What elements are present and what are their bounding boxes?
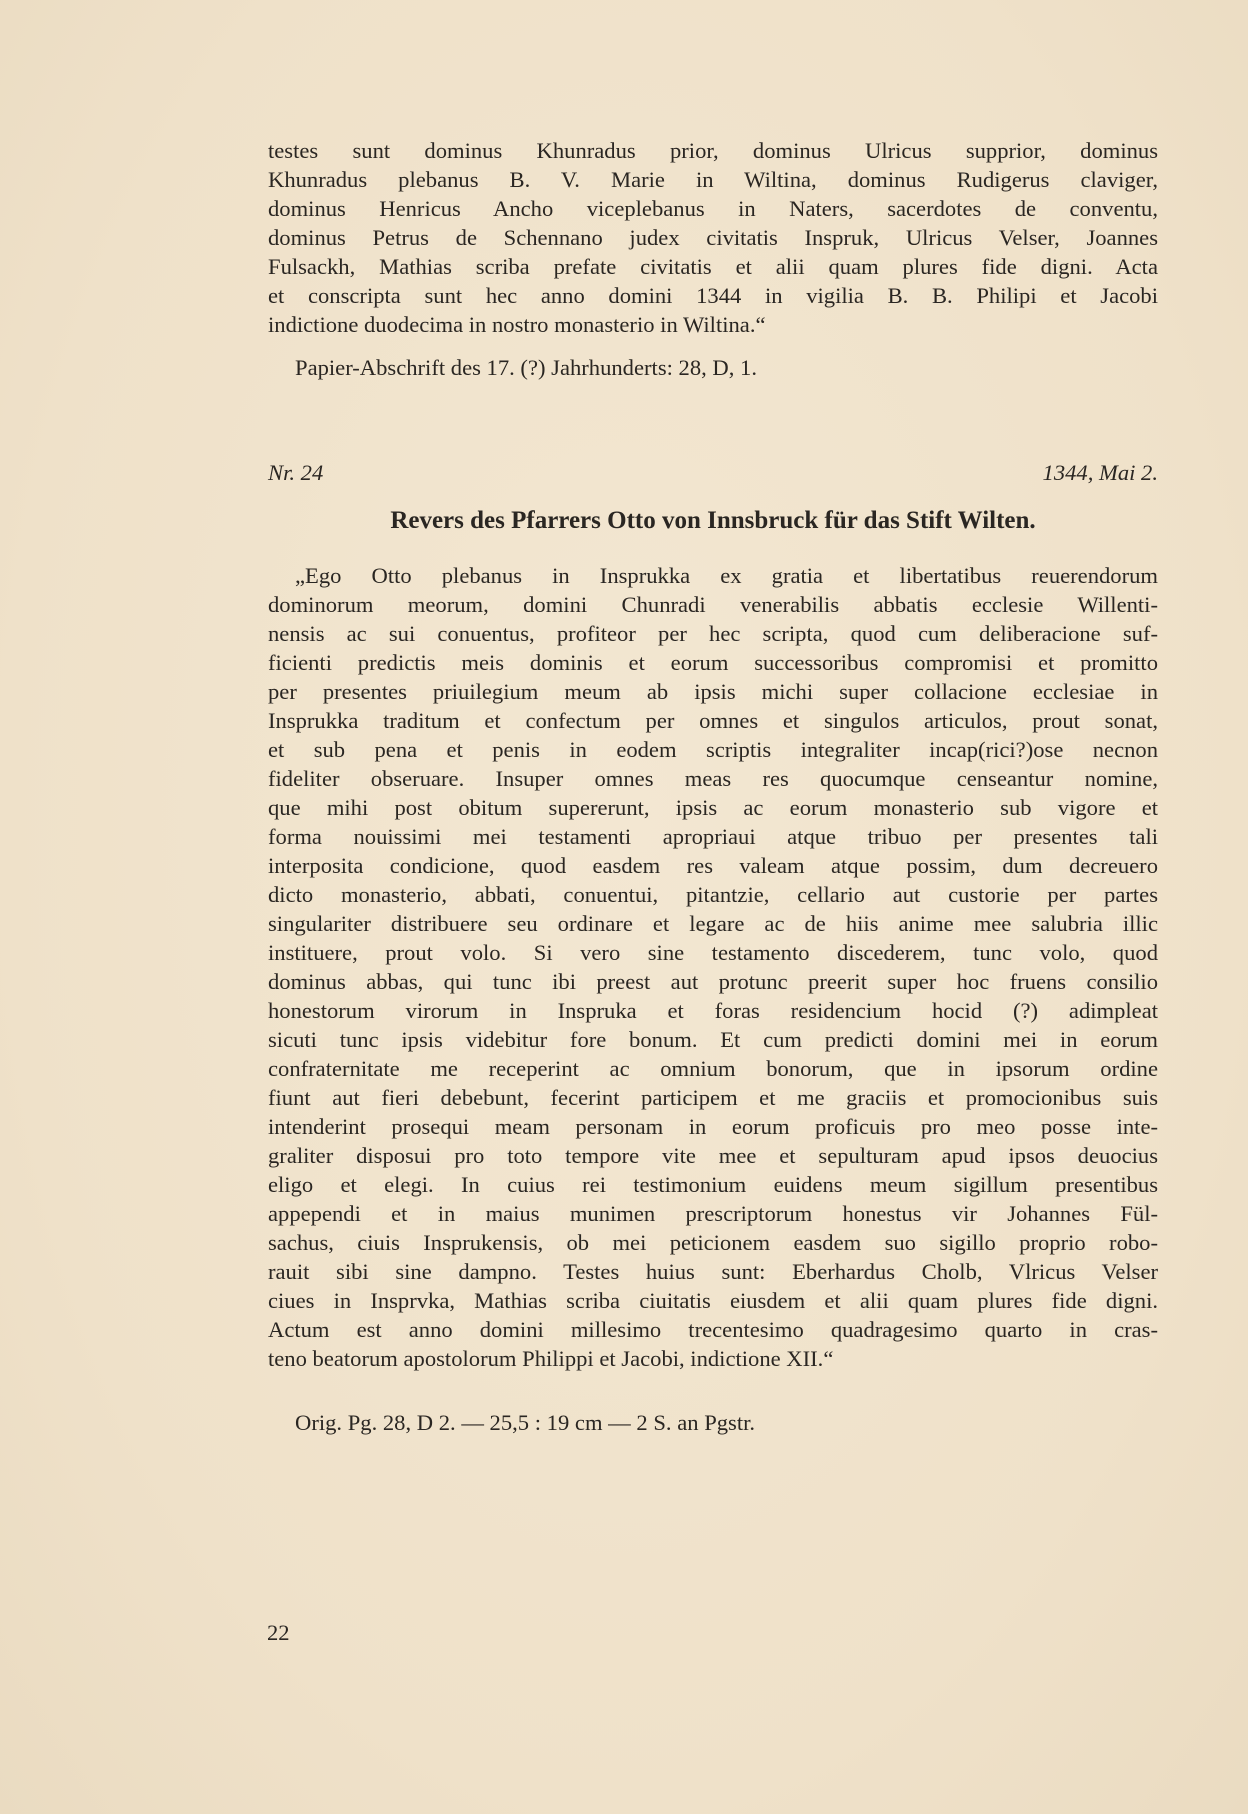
page-number: 22 bbox=[267, 1620, 290, 1645]
document-body bbox=[268, 561, 1158, 1373]
text-line: honestorum virorum in Inspruka et foras residencium hocid (?) adimpleat bbox=[268, 998, 1158, 1023]
text-line: ciues in Insprvka, Mathias scriba ciuitatis eiusdem et alii quam plures fide digni. bbox=[268, 1288, 1158, 1313]
previous-document-text bbox=[268, 136, 1158, 339]
previous-source-note: Papier-Abschrift des 17. (?) Jahrhunderts: 28, D, 1. bbox=[295, 355, 757, 380]
document-title: Revers des Pfarrers Otto von Innsbruck für das Stift Wilten. bbox=[390, 507, 1036, 534]
text-line: ficienti predictis meis dominis et eorum successoribus compromisi et promitto bbox=[268, 650, 1158, 675]
text-line: Insprukka traditum et confectum per omnes et singulos articulos, prout sonat, bbox=[268, 708, 1158, 733]
text-line: per presentes priuilegium meum ab ipsis michi super collacione ecclesiae in bbox=[268, 679, 1158, 704]
text-line: confraternitate me receperint ac omnium bonorum, que in ipsorum ordine bbox=[268, 1056, 1158, 1081]
text-line: eligo et elegi. In cuius rei testimonium euidens meum sigillum presentibus bbox=[268, 1172, 1158, 1197]
text-line: instituere, prout volo. Si vero sine testamento discederem, tunc volo, quod bbox=[268, 940, 1158, 965]
text-line: forma nouissimi mei testamenti apropriaui atque tribuo per presentes tali bbox=[268, 824, 1158, 849]
text-line: „Ego Otto plebanus in Insprukka ex gratia et libertatibus reuerendorum bbox=[295, 563, 1158, 588]
original-source-note: Orig. Pg. 28, D 2. — 25,5 : 19 cm — 2 S. an Pgstr. bbox=[295, 1410, 756, 1435]
text-line: sachus, ciuis Insprukensis, ob mei peticionem easdem suo sigillo proprio robo- bbox=[268, 1230, 1158, 1255]
text-line: et conscripta sunt hec anno domini 1344 in vigilia B. B. Philipi et Jacobi bbox=[268, 283, 1158, 308]
text-line: interposita condicione, quod easdem res valeam atque possim, dum decreuero bbox=[268, 853, 1158, 878]
document-date: 1344, Mai 2. bbox=[1042, 460, 1158, 485]
document-number: Nr. 24 bbox=[268, 460, 324, 485]
text-line: dominus Henricus Ancho viceplebanus in Naters, sacerdotes de conventu, bbox=[268, 196, 1158, 221]
text-line: appependi et in maius munimen prescriptorum honestus vir Johannes Fül- bbox=[268, 1201, 1158, 1226]
text-line: dominus abbas, qui tunc ibi preest aut protunc preerit super hoc fruens consilio bbox=[268, 969, 1158, 994]
text-line: Fulsackh, Mathias scriba prefate civitatis et alii quam plures fide digni. Acta bbox=[268, 254, 1158, 279]
text-line: Actum est anno domini millesimo trecentesimo quadragesimo quarto in cras- bbox=[268, 1317, 1158, 1342]
text-line: teno beatorum apostolorum Philippi et Jacobi, indictione XII.“ bbox=[268, 1346, 834, 1371]
text-line: singulariter distribuere seu ordinare et legare ac de hiis anime mee salubria illic bbox=[268, 911, 1158, 936]
text-line: dominus Petrus de Schennano judex civitatis Inspruk, Ulricus Velser, Joannes bbox=[268, 225, 1158, 250]
text-line: graliter disposui pro toto tempore vite mee et sepulturam apud ipsos deuocius bbox=[268, 1143, 1158, 1168]
text-line: indictione duodecima in nostro monasterio in Wiltina.“ bbox=[268, 312, 766, 337]
text-line: que mihi post obitum supererunt, ipsis ac eorum monasterio sub vigore et bbox=[268, 795, 1158, 820]
text-line: Khunradus plebanus B. V. Marie in Wiltina, dominus Rudigerus claviger, bbox=[268, 167, 1158, 192]
text-line: fideliter obseruare. Insuper omnes meas res quocumque censeantur nomine, bbox=[268, 766, 1158, 791]
text-line: dominorum meorum, domini Chunradi venerabilis abbatis ecclesie Willenti- bbox=[268, 592, 1158, 617]
text-line: et sub pena et penis in eodem scriptis integraliter incap(rici?)ose necnon bbox=[268, 737, 1158, 762]
text-line: intenderint prosequi meam personam in eorum proficuis pro meo posse inte- bbox=[268, 1114, 1158, 1139]
text-line: rauit sibi sine dampno. Testes huius sunt: Eberhardus Cholb, Vlricus Velser bbox=[268, 1259, 1158, 1284]
text-line: fiunt aut fieri debebunt, fecerint participem et me graciis et promocionibus suis bbox=[268, 1085, 1158, 1110]
text-line: sicuti tunc ipsis videbitur fore bonum. Et cum predicti domini mei in eorum bbox=[268, 1027, 1158, 1052]
text-line: testes sunt dominus Khunradus prior, dominus Ulricus supprior, dominus bbox=[268, 138, 1158, 163]
text-line: nensis ac sui conuentus, profiteor per hec scripta, quod cum deliberacione suf- bbox=[268, 621, 1158, 646]
text-line: dicto monasterio, abbati, conuentui, pitantzie, cellario aut custorie per partes bbox=[268, 882, 1158, 907]
